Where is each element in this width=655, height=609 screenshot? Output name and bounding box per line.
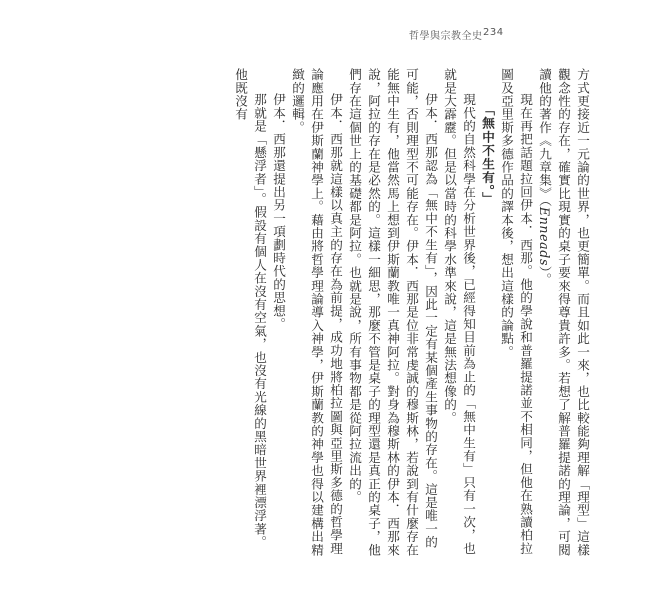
paragraph-2: 現在再把話題拉回伊本．西那。他的學說和普羅提諾並不相同，但他在熟讀柏拉圖及亞里斯多德作品的譯本後，想出這樣的論點。	[499, 68, 533, 556]
paragraph-5: 伊本．西那就這樣以真主的存在為前提，成功地將柏拉圖與亞里斯多德的哲學理論應用在伊斯蘭神學上。藉由將哲學理論導入神學，伊斯蘭教的神學也得以建構出精緻的邏輯。	[290, 68, 343, 557]
paragraph-6: 伊本．西那還提出另一項劃時代的思想。	[271, 93, 286, 331]
book-title: 哲學與宗教全史	[409, 31, 483, 42]
paragraph-7: 那就是「懸浮者」。假設有個人在沒有空氣，也沒有光線的黑暗世界裡漂浮著。他既沒有	[233, 68, 267, 549]
paragraph-3: 現代的自然科學在分析世界後，已經得知目前為止的「無中生有」只有一次，也就是大霹靂。但是以當時的科學水準來說，這是無法想像的。	[442, 68, 476, 556]
section-heading: 「無中不生有。」	[480, 103, 495, 206]
work-title-latin: Enneads	[537, 206, 552, 267]
paragraph-1-text: 方式更接近一元論的世界，也更簡單。而且如此一來，也比較能夠理解「理型」這樣觀念性的存在，確實比現實的桌子要來得尊貴許多。若想了解普羅提諾的理論，可閱讀他的著作《九章集》（	[537, 68, 590, 557]
paragraph-1-tail: ）。	[537, 266, 552, 287]
paragraph-4: 伊本．西那認為「無中不生有」，因此一定有某個產生事物的存在。這是唯一的可能，否則理型不可能存在。伊本．西那是位非常虔誠的穆斯林，若說到有什麼存在能無中生有，他當然馬上想到伊斯蘭教唯一真神阿拉。對身為穆斯林的伊本．西那來說，阿拉的存在是必然的。這樣一細思，那麼不管是桌子的理型還是真正的桌子，他們存在這個世上的基礎都是阿拉。也就是說，所有事物都是從阿拉流出的。	[347, 68, 438, 557]
page-number: 234	[483, 27, 504, 38]
paragraph-1	[535, 68, 592, 560]
body-text	[152, 68, 592, 560]
running-head	[409, 25, 569, 41]
